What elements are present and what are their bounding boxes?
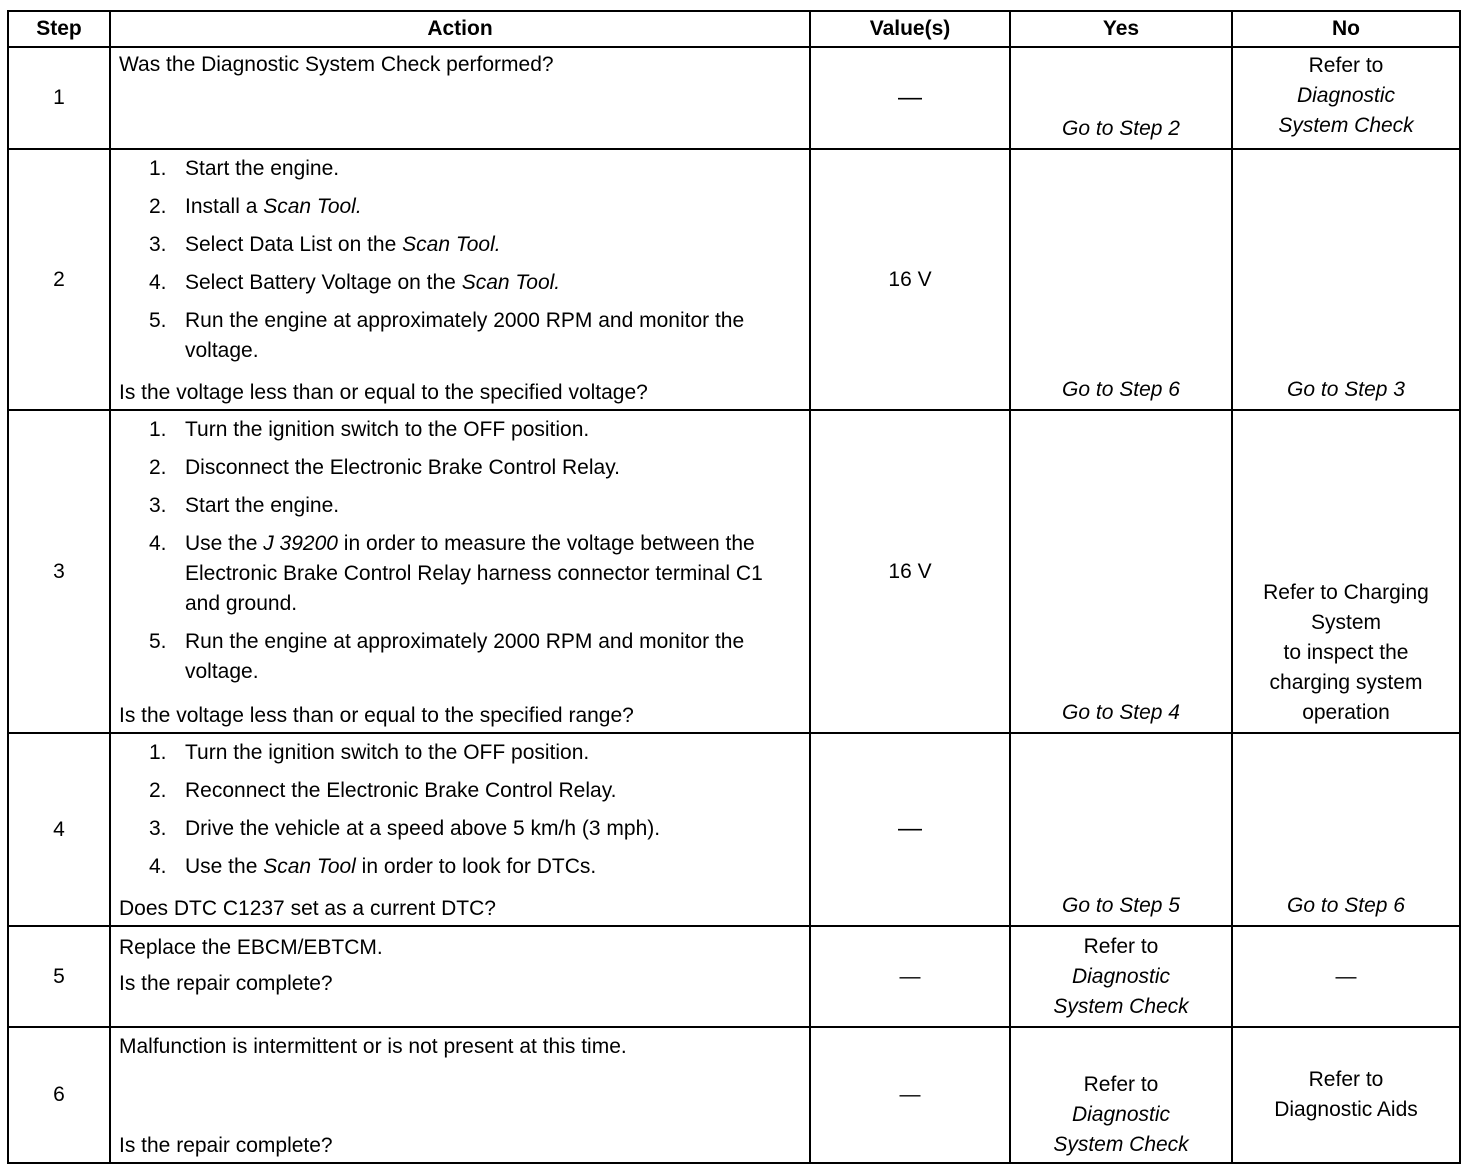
no-text-line: Refer to [1308, 54, 1384, 77]
action-cell [110, 733, 810, 926]
table-row [8, 733, 1460, 926]
list-item: 3. Drive the vehicle at a speed above 5 km/h (3 mph). [149, 817, 661, 840]
yes-text: Go to Step 4 [1062, 701, 1180, 724]
diagnostic-table [7, 10, 1461, 1164]
list-item: 1. Start the engine. [149, 157, 340, 180]
action-text: Malfunction is intermittent or is not present at this time. [119, 1035, 627, 1058]
step-number: 5 [8, 926, 110, 1027]
question-text: Is the voltage less than or equal to the specified voltage? [119, 381, 648, 404]
value-text: 16 V [888, 267, 932, 291]
value-cell [810, 149, 1010, 410]
step-number: 3 [8, 410, 110, 733]
list-item: 4. Use the Scan Tool in order to look for DTCs. [149, 855, 597, 878]
list-item: 2. Install a Scan Tool. [149, 195, 362, 218]
yes-text-line: Diagnostic [1071, 1103, 1171, 1126]
no-text: Go to Step 6 [1287, 894, 1405, 917]
action-steps-list [119, 415, 803, 687]
no-cell [1232, 149, 1460, 410]
no-text-line: charging system [1269, 671, 1423, 694]
list-item: 2. Disconnect the Electronic Brake Control Relay. [149, 456, 620, 479]
value-text: — [899, 1083, 921, 1106]
value-cell [810, 1027, 1010, 1163]
list-item: 5. Run the engine at approximately 2000 RPM and monitor the voltage. [149, 630, 745, 683]
value-text: 16 V [888, 559, 932, 583]
table-row [8, 926, 1460, 1027]
table-row [8, 410, 1460, 733]
action-steps-list [119, 154, 803, 366]
no-text-line: Refer to Charging [1263, 581, 1429, 604]
action-cell [110, 410, 810, 733]
no-cell [1232, 926, 1460, 1027]
action-cell [110, 149, 810, 410]
yes-text-line: System Check [1053, 1133, 1189, 1156]
no-text-line: System Check [1278, 114, 1414, 137]
question-text: Does DTC C1237 set as a current DTC? [119, 897, 496, 920]
table-row [8, 149, 1460, 410]
yes-text: Go to Step 2 [1062, 117, 1180, 140]
header-row [8, 11, 1460, 47]
header-action: Action [110, 11, 810, 47]
action-cell [110, 47, 810, 149]
action-text: Was the Diagnostic System Check performed? [119, 53, 554, 76]
no-text-line: operation [1302, 701, 1390, 724]
value-cell [810, 926, 1010, 1027]
value-cell [810, 733, 1010, 926]
value-cell [810, 47, 1010, 149]
yes-cell [1010, 926, 1232, 1027]
list-item: 2. Reconnect the Electronic Brake Control Relay. [149, 779, 617, 802]
list-item: 4. Use the J 39200 in order to measure the voltage between the Electronic Brake Control Relay harness connector terminal C1 and ground. [149, 532, 763, 615]
yes-cell [1010, 733, 1232, 926]
no-text-line: System [1310, 611, 1381, 634]
yes-text: Go to Step 6 [1062, 378, 1180, 401]
no-cell [1232, 47, 1460, 149]
value-text: — [899, 964, 921, 988]
step-number: 4 [8, 733, 110, 926]
yes-text-line: Refer to [1083, 934, 1159, 958]
header-values: Value(s) [810, 11, 1010, 47]
question-text: Is the repair complete? [119, 972, 333, 995]
no-text-line: Diagnostic Aids [1274, 1098, 1418, 1121]
no-text-line: to inspect the [1283, 641, 1409, 664]
yes-text: Go to Step 5 [1062, 894, 1180, 917]
table-row [8, 1027, 1460, 1163]
action-cell [110, 926, 810, 1027]
yes-cell [1010, 410, 1232, 733]
no-text-line: Refer to [1308, 1068, 1384, 1091]
no-cell [1232, 410, 1460, 733]
no-text: — [1335, 964, 1357, 988]
yes-cell [1010, 47, 1232, 149]
list-item: 3. Select Data List on the Scan Tool. [149, 233, 501, 256]
header-no: No [1232, 11, 1460, 47]
header-step: Step [8, 11, 110, 47]
table-row [8, 47, 1460, 149]
action-steps-list [119, 738, 803, 882]
question-text: Is the repair complete? [119, 1134, 333, 1157]
value-text: — [898, 815, 922, 842]
action-text: Replace the EBCM/EBTCM. [119, 936, 383, 959]
no-text: Go to Step 3 [1287, 378, 1405, 401]
yes-text-line: System Check [1053, 994, 1189, 1018]
no-cell [1232, 733, 1460, 926]
step-number: 2 [8, 149, 110, 410]
step-number: 6 [8, 1027, 110, 1163]
list-item: 5. Run the engine at approximately 2000 RPM and monitor the voltage. [149, 309, 745, 362]
question-text: Is the voltage less than or equal to the specified range? [119, 704, 634, 727]
yes-cell [1010, 1027, 1232, 1163]
list-item: 3. Start the engine. [149, 494, 340, 517]
no-cell [1232, 1027, 1460, 1163]
action-cell [110, 1027, 810, 1163]
list-item: 4. Select Battery Voltage on the Scan Tool. [149, 271, 561, 294]
value-text: — [898, 83, 922, 111]
list-item: 1. Turn the ignition switch to the OFF position. [149, 741, 590, 764]
list-item: 1. Turn the ignition switch to the OFF position. [149, 418, 590, 441]
no-text-line: Diagnostic [1296, 84, 1396, 107]
yes-cell [1010, 149, 1232, 410]
yes-text-line: Diagnostic [1071, 964, 1171, 988]
yes-text-line: Refer to [1083, 1073, 1159, 1096]
value-cell [810, 410, 1010, 733]
step-number: 1 [8, 47, 110, 149]
header-yes: Yes [1010, 11, 1232, 47]
